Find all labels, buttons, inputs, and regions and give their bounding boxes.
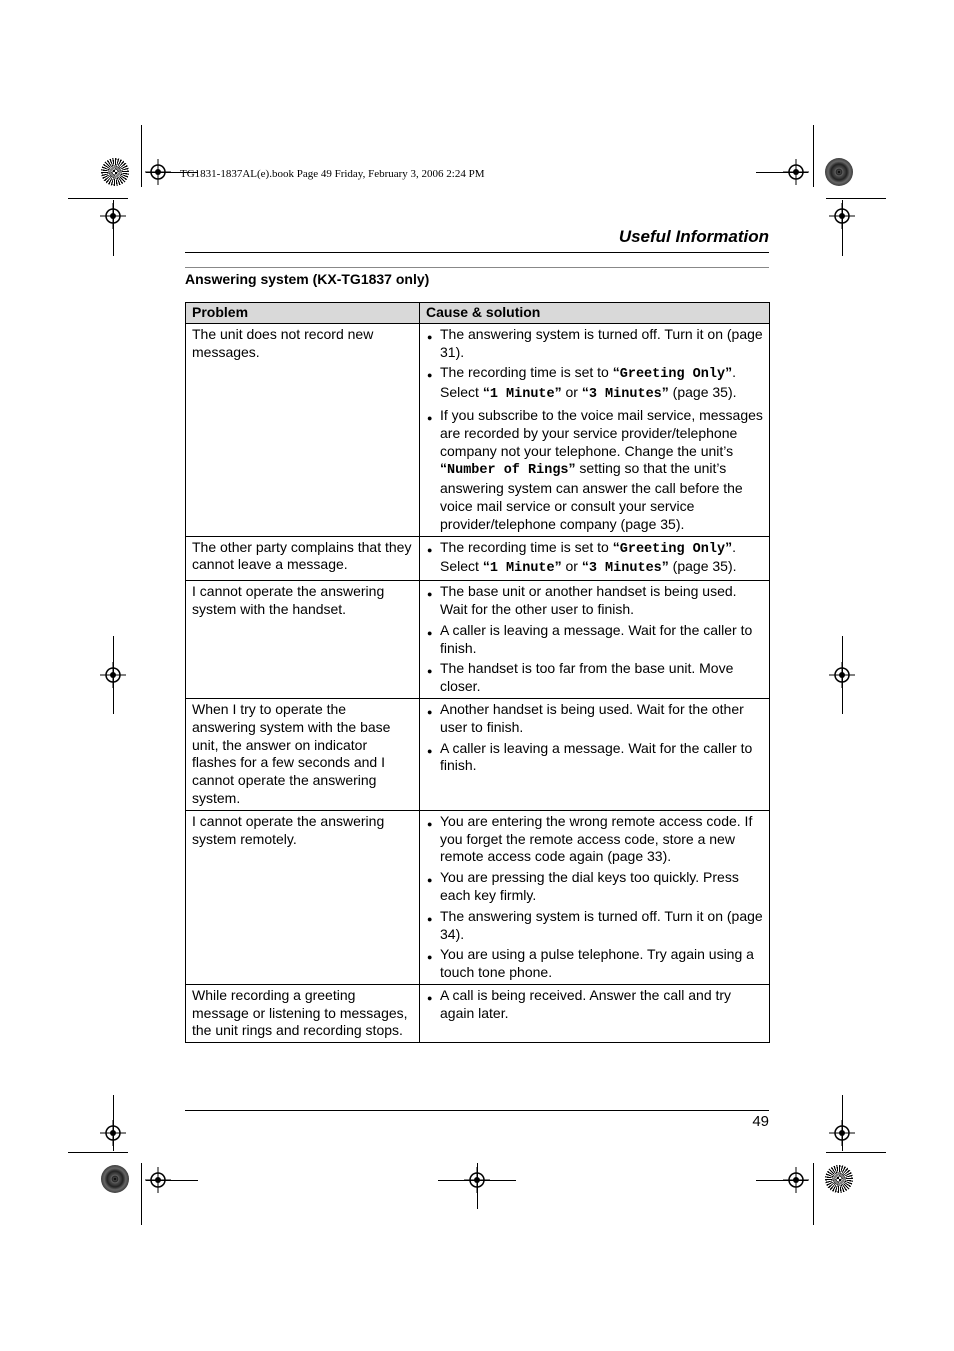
cause-item bbox=[426, 660, 763, 696]
cause-item: ● The recording time is set to “Greeting Only”. Select “1 Minute” or “3 Minutes” (page 35). bbox=[427, 364, 737, 403]
footer-rule bbox=[185, 1110, 769, 1111]
cause-text: (page 35). bbox=[668, 384, 737, 401]
problem-cell: While recording a greeting message or listening to messages, the unit rings and recording stops. bbox=[186, 984, 420, 1042]
bullet-icon: ● bbox=[427, 589, 433, 600]
registration-crosshair-icon bbox=[829, 1120, 855, 1146]
cause-text: setting so that the unit’s answering system can answer the call before the voice mail service or consult your service provider/telephone company (page 35). bbox=[440, 460, 743, 532]
bullet-icon: ● bbox=[427, 745, 433, 756]
bullet-icon: ● bbox=[427, 331, 433, 342]
registration-crosshair-icon bbox=[100, 1120, 126, 1146]
registration-crosshair-icon bbox=[145, 159, 171, 185]
bullet-icon: ● bbox=[427, 627, 433, 638]
setting-name: 1 Minute bbox=[489, 387, 555, 403]
cause-item: ● The recording time is set to “Greeting Only”. Select “1 Minute” or “3 Minutes” (page 35). bbox=[427, 538, 737, 577]
column-header-cause: Cause & solution bbox=[420, 303, 770, 324]
troubleshooting-table bbox=[185, 302, 770, 1043]
bullet-icon: ● bbox=[427, 666, 433, 677]
cause-cell bbox=[420, 581, 770, 699]
setting-name: Greeting Only bbox=[619, 541, 726, 557]
cause-item bbox=[426, 946, 763, 982]
header-rule bbox=[185, 252, 769, 253]
registration-crosshair-icon bbox=[783, 1167, 809, 1193]
bullet-icon: ● bbox=[427, 818, 433, 829]
cause-item bbox=[426, 740, 763, 776]
problem-cell: I cannot operate the answering system with the handset. bbox=[186, 581, 420, 699]
table-row bbox=[186, 323, 770, 536]
registration-crosshair-icon bbox=[100, 203, 126, 229]
cause-item bbox=[426, 583, 763, 619]
cause-text: The answering system is turned off. Turn it on (page 34). bbox=[440, 907, 763, 942]
registration-dial-icon bbox=[101, 158, 129, 186]
column-header-problem: Problem bbox=[186, 303, 420, 324]
cause-item bbox=[426, 701, 763, 737]
cause-text: A call is being received. Answer the call and try again later. bbox=[440, 986, 732, 1021]
problem-cell: When I try to operate the answering system with the base unit, the answer on indicator flashes for a few seconds and I cannot operate the answering system. bbox=[186, 698, 420, 810]
setting-name: Greeting Only bbox=[619, 367, 726, 383]
setting-name: 3 Minutes bbox=[588, 561, 662, 577]
cause-text: . Select bbox=[440, 538, 736, 575]
cause-cell bbox=[420, 810, 770, 984]
bullet-icon: ● bbox=[427, 875, 433, 886]
cause-text: A caller is leaving a message. Wait for the caller to finish. bbox=[440, 739, 753, 774]
section-title: Answering system (KX-TG1837 only) bbox=[185, 271, 430, 287]
table-row bbox=[186, 581, 770, 699]
table-header-row bbox=[186, 303, 770, 324]
cause-cell bbox=[420, 698, 770, 810]
setting-name: 3 Minutes bbox=[588, 387, 662, 403]
registration-dial-icon bbox=[825, 1165, 853, 1193]
problem-cell: The unit does not record new messages. bbox=[186, 323, 420, 536]
registration-crosshair-icon bbox=[464, 1167, 490, 1193]
cause-item bbox=[426, 908, 763, 944]
bullet-icon: ● bbox=[427, 412, 433, 423]
cause-text: If you subscribe to the voice mail service, messages are recorded by your service provider/telephone company not your telephone. Change the unit’s bbox=[440, 406, 763, 459]
cause-text: . Select bbox=[440, 364, 736, 401]
cause-text: The recording time is set to bbox=[440, 364, 613, 381]
registration-crosshair-icon bbox=[100, 662, 126, 688]
table-row bbox=[186, 698, 770, 810]
registration-crosshair-icon bbox=[145, 1167, 171, 1193]
registration-crosshair-icon bbox=[829, 203, 855, 229]
header-rule-light bbox=[185, 267, 769, 268]
cause-item bbox=[426, 987, 763, 1023]
cause-item bbox=[426, 326, 763, 362]
bullet-icon: ● bbox=[427, 952, 433, 963]
cause-cell bbox=[420, 984, 770, 1042]
table-row bbox=[186, 984, 770, 1042]
registration-dial-icon bbox=[101, 1165, 129, 1193]
cause-item bbox=[426, 813, 763, 866]
bullet-icon: ● bbox=[427, 992, 433, 1003]
problem-cell: The other party complains that they cannot leave a message. bbox=[186, 536, 420, 581]
registration-crosshair-icon bbox=[829, 662, 855, 688]
problem-cell: I cannot operate the answering system remotely. bbox=[186, 810, 420, 984]
bullet-icon: ● bbox=[427, 706, 433, 717]
cause-text: You are entering the wrong remote access code. If you forget the remote access code, store a new remote access code again (page 33). bbox=[440, 812, 753, 865]
table-row bbox=[186, 810, 770, 984]
cause-text: The recording time is set to bbox=[440, 538, 613, 555]
cause-text: (page 35). bbox=[668, 558, 737, 575]
cause-item bbox=[426, 622, 763, 658]
cause-text: The answering system is turned off. Turn it on (page 31). bbox=[440, 325, 763, 360]
registration-crosshair-icon bbox=[783, 159, 809, 185]
bullet-icon: ● bbox=[427, 544, 433, 555]
registration-dial-icon bbox=[825, 158, 853, 186]
cause-text: The handset is too far from the base unit. Move closer. bbox=[440, 660, 734, 695]
cause-text: or bbox=[561, 558, 582, 575]
page-number: 49 bbox=[752, 1113, 769, 1130]
setting-name: Number of Rings bbox=[447, 463, 569, 479]
bullet-icon: ● bbox=[427, 370, 433, 381]
cause-cell bbox=[420, 536, 770, 581]
cause-item bbox=[426, 869, 763, 905]
cause-cell bbox=[420, 323, 770, 536]
cause-text: or bbox=[561, 384, 582, 401]
cause-text: You are using a pulse telephone. Try again using a touch tone phone. bbox=[440, 946, 754, 981]
page-header-title: Useful Information bbox=[618, 227, 769, 246]
cause-text: Another handset is being used. Wait for the other user to finish. bbox=[440, 700, 744, 735]
file-info: TG1831-1837AL(e).book Page 49 Friday, February 3, 2006 2:24 PM bbox=[180, 168, 485, 180]
table-row bbox=[186, 536, 770, 581]
cause-text: You are pressing the dial keys too quickly. Press each key firmly. bbox=[440, 869, 739, 903]
bullet-icon: ● bbox=[427, 913, 433, 924]
cause-item: ● If you subscribe to the voice mail service, messages are recorded by your service provider/telephone company not your telephone. Change the unit’s “Number of Rings” setting so that the unit’s answering system can answer the call before the voice mail service or consult your service provider/telephone company (page 35). bbox=[427, 406, 763, 532]
cause-text: A caller is leaving a message. Wait for the caller to finish. bbox=[440, 621, 753, 656]
cause-text: The base unit or another handset is being used. Wait for the other user to finish. bbox=[440, 583, 737, 617]
setting-name: 1 Minute bbox=[489, 561, 555, 577]
table-body bbox=[186, 323, 770, 1042]
